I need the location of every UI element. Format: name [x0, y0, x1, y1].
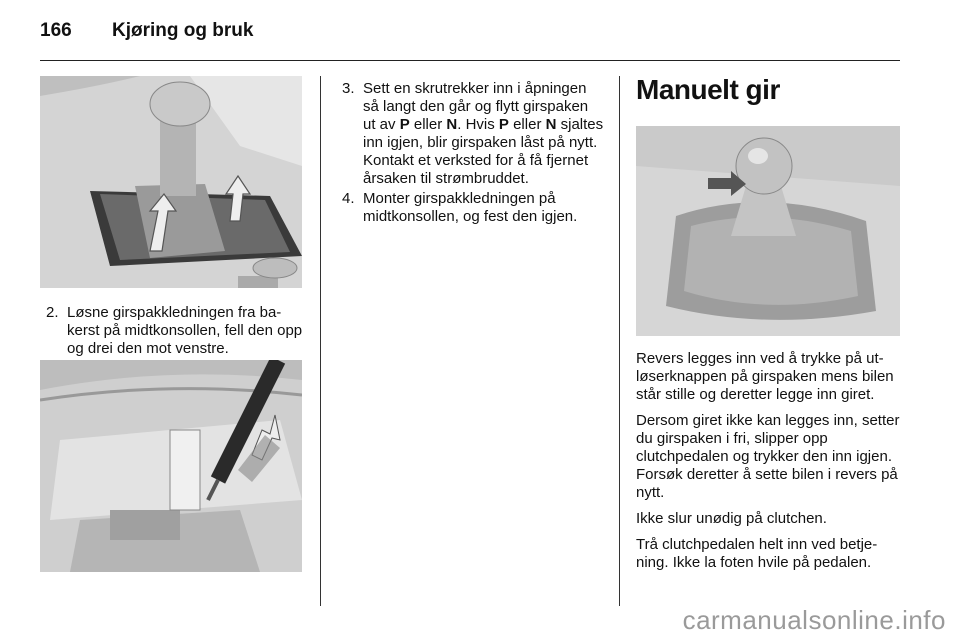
paragraph-clutch-pedal: Trå clutchpedalen helt inn ved betjening. Ikke la foten hvile på pedalen.	[636, 536, 878, 571]
section-title: Manuelt gir	[636, 74, 780, 105]
step-4	[342, 190, 604, 226]
step-text: Monter girspakkledningen på midtkonsollen, og fest den igjen.	[363, 190, 578, 225]
step-3	[342, 80, 604, 188]
paragraph-reverse: Revers legges inn ved å trykke på utløserknappen på girspaken mens bilen står stille og deretter legge inn giret.	[636, 350, 894, 403]
manual-gear-lever-figure	[636, 126, 900, 336]
step-number: 4.	[342, 190, 355, 207]
paragraph-clutch-slip: Ikke slur unødig på clutchen.	[636, 510, 827, 527]
header-rule	[40, 60, 900, 61]
screwdriver-release-figure	[40, 360, 302, 572]
step-2	[46, 304, 308, 358]
section-body	[636, 350, 900, 580]
step-text: Løsne girspakkledningen fra bakerst på midtkonsollen, fell den opp og drei den mot venstre.	[67, 304, 303, 357]
watermark: carmanualsonline.info	[682, 605, 946, 635]
page-title: Kjøring og bruk	[112, 20, 254, 41]
step-text: Sett en skrutrekker inn i åpningen så langt den går og flytt girspaken ut av P eller N. Hvis P eller N sjaltes inn igjen, blir girspaken låst på nytt. Kontakt et verksted for å få fjernet årsaken til strømbruddet.	[363, 80, 604, 187]
column-divider-2	[619, 76, 620, 606]
page-number: 166	[40, 20, 72, 41]
step-number: 3.	[342, 80, 355, 97]
column-divider-1	[320, 76, 321, 606]
gear-lever-boot-figure	[40, 76, 302, 288]
paragraph-gear-not-engaging: Dersom giret ikke kan legges inn, setter du girspaken i fri, slipper opp clutchpedalen og trykker den inn igjen. Forsøk deretter å sette bilen i revers på nytt.	[636, 412, 900, 501]
step-number: 2.	[46, 304, 59, 321]
page-header	[40, 20, 253, 42]
